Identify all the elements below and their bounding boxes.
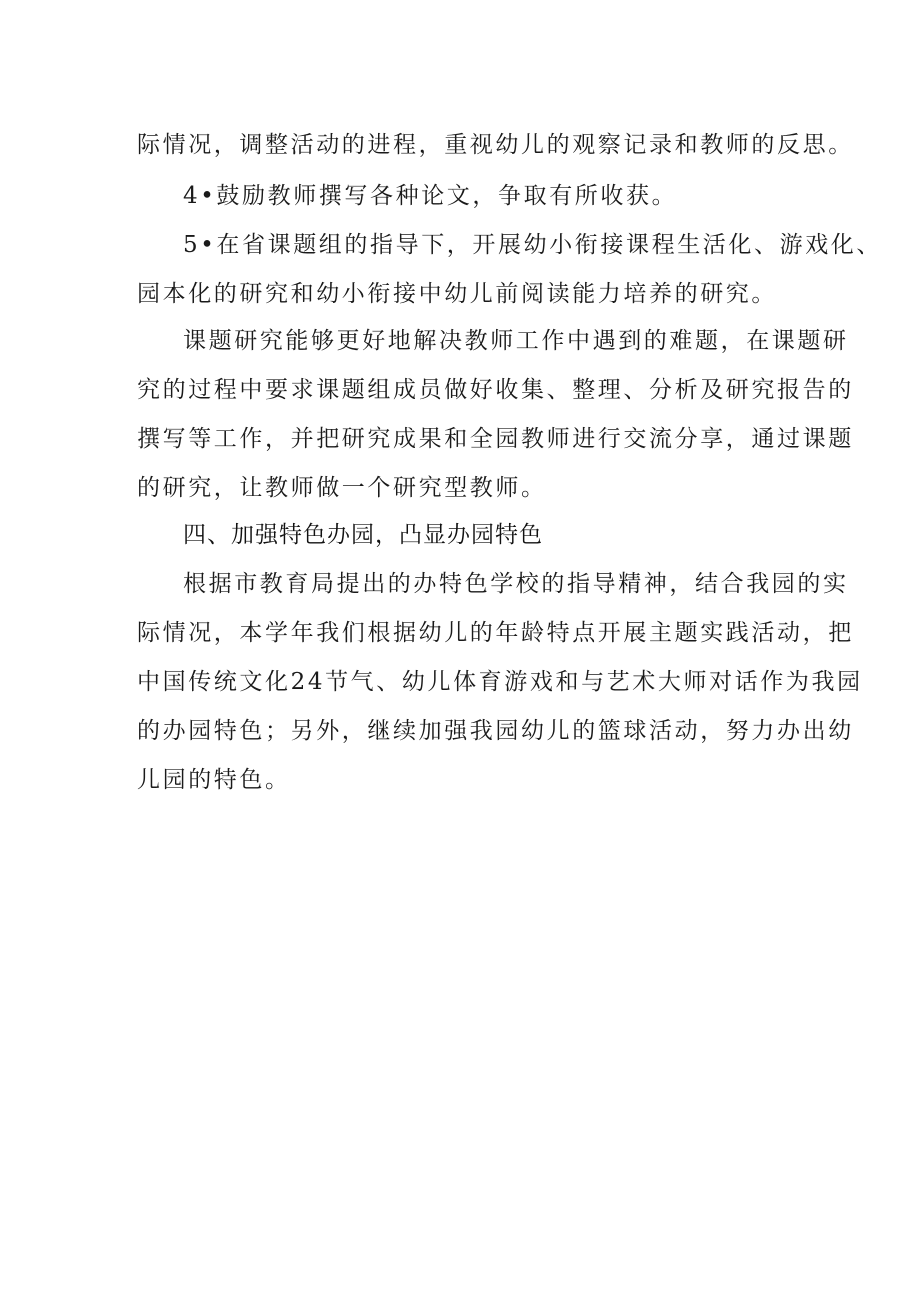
paragraph-line: 际情况，调整活动的进程，重视幼儿的观察记录和教师的反思。	[137, 132, 854, 158]
paragraph-line: 际情况，本学年我们根据幼儿的年龄特点开展主题实践活动，把	[137, 620, 854, 646]
paragraph-line: 根据市教育局提出的办特色学校的指导精神，结合我园的实	[183, 571, 849, 597]
paragraph-line: 的研究，让教师做一个研究型教师。	[137, 475, 547, 501]
paragraph-line: 儿园的特色。	[137, 767, 291, 793]
section-heading: 四、加强特色办园，凸显办园特色	[183, 522, 543, 548]
list-item-5-continuation: 园本化的研究和幼小衔接中幼儿前阅读能力培养的研究。	[137, 281, 777, 307]
paragraph-line: 的办园特色；另外，继续加强我园幼儿的篮球活动，努力办出幼	[137, 718, 854, 744]
list-item-5: 5•在省课题组的指导下，开展幼小衔接课程生活化、游戏化、	[183, 232, 882, 258]
list-item-4: 4•鼓励教师撰写各种论文，争取有所收获。	[183, 183, 678, 209]
paragraph-line: 究的过程中要求课题组成员做好收集、整理、分析及研究报告的	[137, 377, 854, 403]
paragraph-line: 中国传统文化24节气、幼儿体育游戏和与艺术大师对话作为我园	[137, 669, 863, 695]
paragraph-line: 课题研究能够更好地解决教师工作中遇到的难题，在课题研	[183, 328, 849, 354]
paragraph-line: 撰写等工作，并把研究成果和全园教师进行交流分享，通过课题	[137, 426, 854, 452]
